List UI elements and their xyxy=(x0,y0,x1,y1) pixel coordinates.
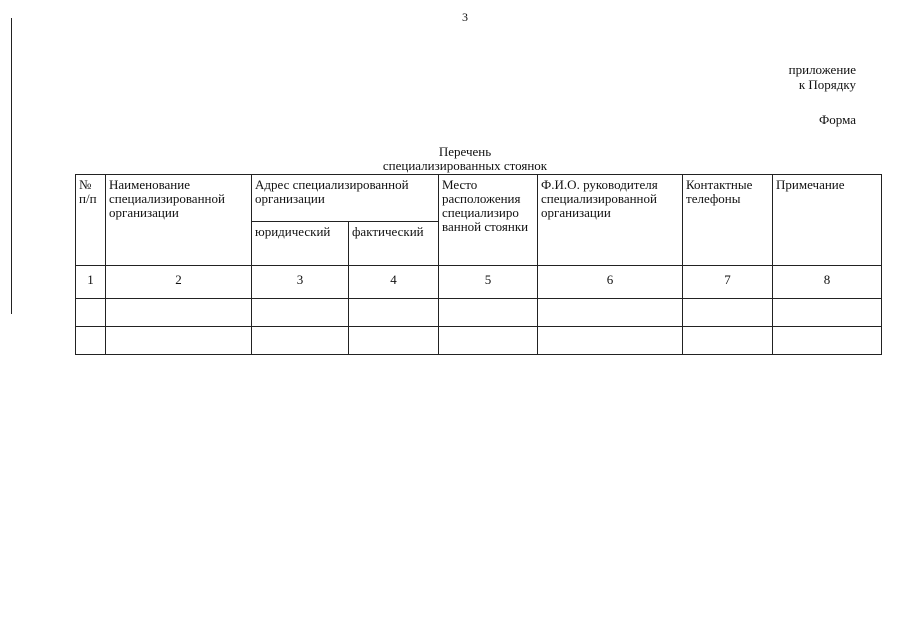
header-name: Наименование специализированной организации xyxy=(106,175,252,266)
index-cell: 7 xyxy=(683,266,773,299)
empty-cell xyxy=(773,299,882,327)
index-cell: 8 xyxy=(773,266,882,299)
table-row xyxy=(76,299,882,327)
header-notes: Примечание xyxy=(773,175,882,266)
empty-cell xyxy=(683,299,773,327)
appendix-line-2: к Порядку xyxy=(798,77,856,92)
empty-cell xyxy=(439,327,538,355)
column-index-row xyxy=(76,266,882,299)
page-number: 3 xyxy=(462,10,468,24)
empty-cell xyxy=(773,327,882,355)
appendix-line-1: приложение xyxy=(788,62,856,77)
index-cell: 2 xyxy=(106,266,252,299)
appendix-note xyxy=(789,62,856,92)
empty-cell xyxy=(252,327,349,355)
title-line-2: специализированных стоянок xyxy=(382,158,548,173)
header-address-legal: юридический xyxy=(252,222,349,266)
document-title xyxy=(0,145,905,173)
empty-cell xyxy=(76,299,106,327)
empty-cell xyxy=(106,327,252,355)
parking-registry-table xyxy=(75,174,882,355)
empty-cell xyxy=(76,327,106,355)
index-cell: 5 xyxy=(439,266,538,299)
header-phones: Контактные телефоны xyxy=(683,175,773,266)
index-cell: 3 xyxy=(252,266,349,299)
empty-cell xyxy=(349,299,439,327)
index-cell: 4 xyxy=(349,266,439,299)
empty-cell xyxy=(538,299,683,327)
header-num: № п/п xyxy=(76,175,106,266)
header-location: Место расположения специализиро ванной стоянки xyxy=(439,175,538,266)
header-address-actual: фактический xyxy=(349,222,439,266)
empty-cell xyxy=(349,327,439,355)
index-cell: 1 xyxy=(76,266,106,299)
form-label: Форма xyxy=(819,112,856,127)
empty-cell xyxy=(252,299,349,327)
empty-cell xyxy=(538,327,683,355)
title-line-1: Перечень xyxy=(438,144,492,159)
table-header-row xyxy=(76,175,882,222)
table-row xyxy=(76,327,882,355)
index-cell: 6 xyxy=(538,266,683,299)
empty-cell xyxy=(106,299,252,327)
empty-cell xyxy=(439,299,538,327)
header-address: Адрес специализированной организации xyxy=(252,175,439,222)
header-director: Ф.И.О. руководителя специализированной организации xyxy=(538,175,683,266)
empty-cell xyxy=(683,327,773,355)
